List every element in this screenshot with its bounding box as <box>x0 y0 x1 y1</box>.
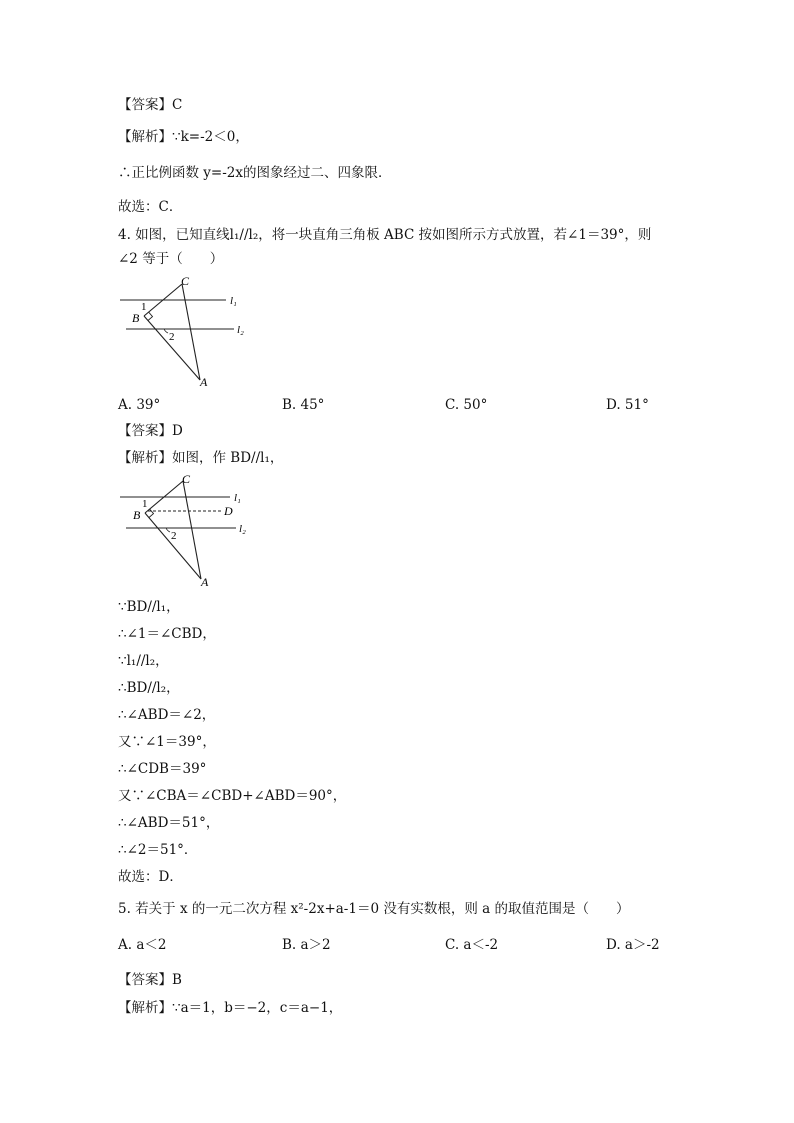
answer-tag: 【答案】 <box>118 423 172 439</box>
q4-step-6: 又∵∠1＝39°， <box>118 734 216 750</box>
q4-stem-line-1: 4. 如图，已知直线l₁//l₂，将一块直角三角板 ABC 按如图所示方式放置，若∠1＝39°，则 <box>118 227 652 243</box>
q4-step-2: ∴∠1＝∠CBD， <box>118 626 216 642</box>
q4-analysis-line <box>118 449 283 467</box>
label-angle-1: 1 <box>142 498 148 510</box>
label-angle-1: 1 <box>141 301 147 313</box>
q5-option-b: B. a＞2 <box>282 937 331 953</box>
q4-conclusion: 故选：D． <box>118 869 183 885</box>
q3-analysis-line <box>118 128 249 146</box>
angle-2-arc <box>164 329 168 333</box>
label-a: A <box>201 575 209 589</box>
q4-figure <box>118 276 258 388</box>
q4-step-9: ∴∠ABD＝51°， <box>118 815 220 831</box>
q4-step-8: 又∵∠CBA＝∠CBD+∠ABD＝90°， <box>118 788 347 804</box>
q5-option-d: D. a＞-2 <box>606 937 660 953</box>
label-b: B <box>132 311 140 325</box>
answer-value: D <box>172 423 183 439</box>
angle-2-arc <box>166 528 170 532</box>
analysis-text: ∵k=-2＜0， <box>172 129 249 145</box>
q5-option-c: C. a＜-2 <box>445 937 499 953</box>
side-ca <box>182 284 200 380</box>
q4-step-7: ∴∠CDB＝39° <box>118 761 207 777</box>
answer-value: B <box>172 972 182 988</box>
side-ab <box>145 513 201 579</box>
q4-stem-line-2: ∠2 等于（ ） <box>118 251 224 267</box>
q4-answer-line <box>118 422 183 440</box>
q4-option-d: D. 51° <box>606 397 649 413</box>
analysis-tag: 【解析】 <box>118 450 172 466</box>
q4-step-1: ∵BD//l₁， <box>118 599 180 615</box>
label-c: C <box>182 473 191 486</box>
label-c: C <box>181 276 190 288</box>
label-angle-2: 2 <box>171 530 177 542</box>
q5-analysis-line <box>118 999 342 1017</box>
label-l1: l₁ <box>230 295 237 307</box>
answer-tag: 【答案】 <box>118 972 172 988</box>
answer-tag: 【答案】 <box>118 97 172 113</box>
side-ab <box>144 316 200 380</box>
side-ca <box>183 481 201 579</box>
label-l1: l₁ <box>234 492 241 504</box>
analysis-tag: 【解析】 <box>118 1000 172 1016</box>
q5-stem: 5. 若关于 x 的一元二次方程 x²-2x+a-1＝0 没有实数根，则 a 的取值范围是（ ） <box>118 901 630 917</box>
label-b: B <box>133 508 141 522</box>
analysis-tag: 【解析】 <box>118 129 172 145</box>
q4-step-4: ∴BD//l₂， <box>118 680 180 696</box>
label-l2: l₂ <box>239 523 246 535</box>
q4-step-5: ∴∠ABD＝∠2， <box>118 707 216 723</box>
q4-option-b: B. 45° <box>282 397 325 413</box>
q4-solution-figure <box>118 473 258 589</box>
right-angle-mark <box>148 312 153 320</box>
q3-answer-line <box>118 96 182 114</box>
label-angle-2: 2 <box>169 331 175 343</box>
right-angle-mark <box>149 509 154 517</box>
q4-option-a: A. 39° <box>118 397 161 413</box>
q3-conclusion: 故选：C． <box>118 199 183 215</box>
q5-option-a: A. a＜2 <box>118 937 167 953</box>
answer-value: C <box>172 97 183 113</box>
q3-analysis-line-2: ∴正比例函数 y=-2x的图象经过二、四象限． <box>118 165 392 181</box>
label-l2: l₂ <box>237 324 244 336</box>
label-d: D <box>224 504 233 518</box>
label-a: A <box>200 375 208 388</box>
q5-answer-line <box>118 971 182 989</box>
analysis-text: 如图，作 BD//l₁， <box>172 450 284 466</box>
q4-step-3: ∵l₁//l₂， <box>118 653 169 669</box>
q4-option-c: C. 50° <box>445 397 488 413</box>
analysis-text: ∵a＝1，b＝−2，c＝a−1， <box>172 1000 343 1016</box>
q4-step-10: ∴∠2＝51°． <box>118 842 198 858</box>
